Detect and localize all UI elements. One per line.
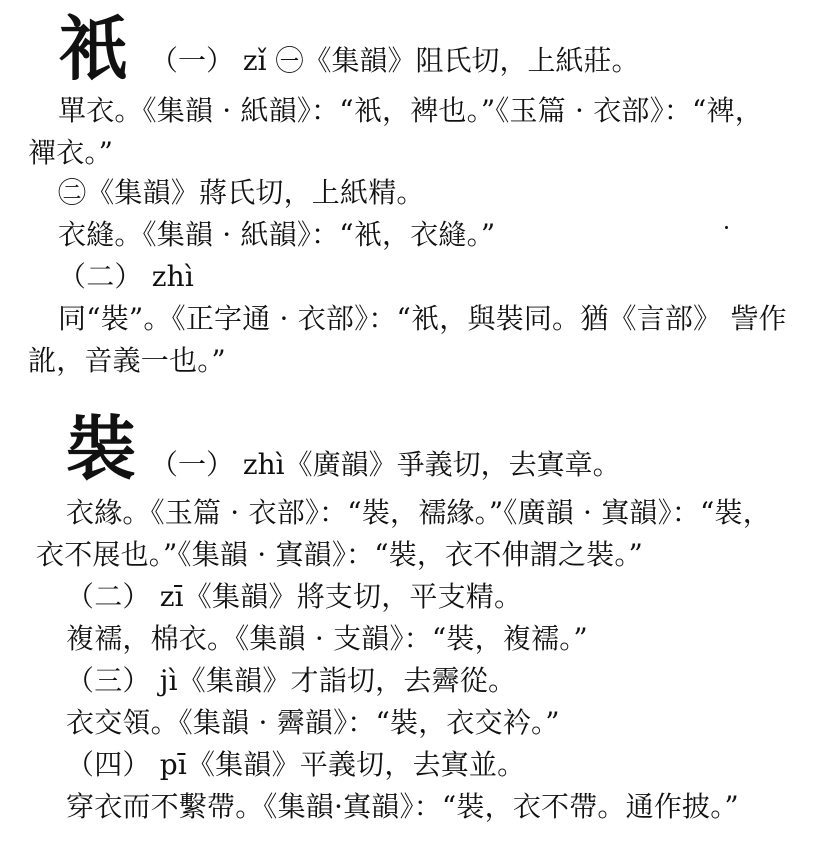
entry-2-line-1: 衣緣。《玉篇 · 衣部》：“裝，襦緣。”《廣韻 · 寘韻》：“裝， bbox=[66, 496, 771, 529]
entry-2-line-5: （三） jì《集韻》才詣切，去霽從。 bbox=[66, 664, 517, 697]
entry-1-line-6: 同“裝”。《正字通 · 衣部》：“衹，與裝同。猶《言部》 訾作 bbox=[58, 302, 787, 335]
entry-2-line-3: （二） zī《集韻》將支切，平支精。 bbox=[66, 580, 523, 613]
entry-1-line-7: 訛，音義一也。” bbox=[28, 344, 226, 377]
entry-2-line-2: 衣不展也。”《集韻 · 寘韻》：“裝，衣不伸謂之裝。” bbox=[36, 538, 644, 571]
entry-2-line-7: （四） pī《集韻》平義切，去寘並。 bbox=[66, 748, 526, 781]
entry-2-line-6: 衣交領。《集韻 · 霽韻》：“裝，衣交衿。” bbox=[66, 706, 560, 739]
entry-1-line-1: 單衣。《集韻 · 紙韻》：“衹，裨也。”《玉篇 · 衣部》：“裨， bbox=[58, 94, 763, 127]
entry-2-line-8: 穿衣而不繫帶。《集韻·寘韻》：“裝，衣不帶。通作披。” bbox=[66, 790, 739, 823]
entry-1-line-2: 襌衣。” bbox=[28, 136, 114, 169]
entry-2-line-4: 複襦，棉衣。《集韻 · 支韻》：“裝，複襦。” bbox=[66, 622, 588, 655]
headword-2: 裝 bbox=[66, 407, 136, 490]
headword-1: 衹 bbox=[58, 7, 128, 90]
headword-2-reading: （一） zhì《廣韻》爭義切，去寘章。 bbox=[150, 448, 621, 481]
entry-1-line-5: （二） zhì bbox=[58, 260, 195, 293]
entry-1-line-3: ㊁《集韻》蔣氏切，上紙精。 bbox=[58, 176, 425, 209]
print-speck bbox=[725, 226, 728, 229]
headword-1-reading: （一） zǐ ㊀《集韻》阻氏切，上紙莊。 bbox=[150, 44, 640, 77]
entry-1-line-4: 衣縫。《集韻 · 紙韻》：“衹，衣縫。” bbox=[58, 218, 496, 251]
